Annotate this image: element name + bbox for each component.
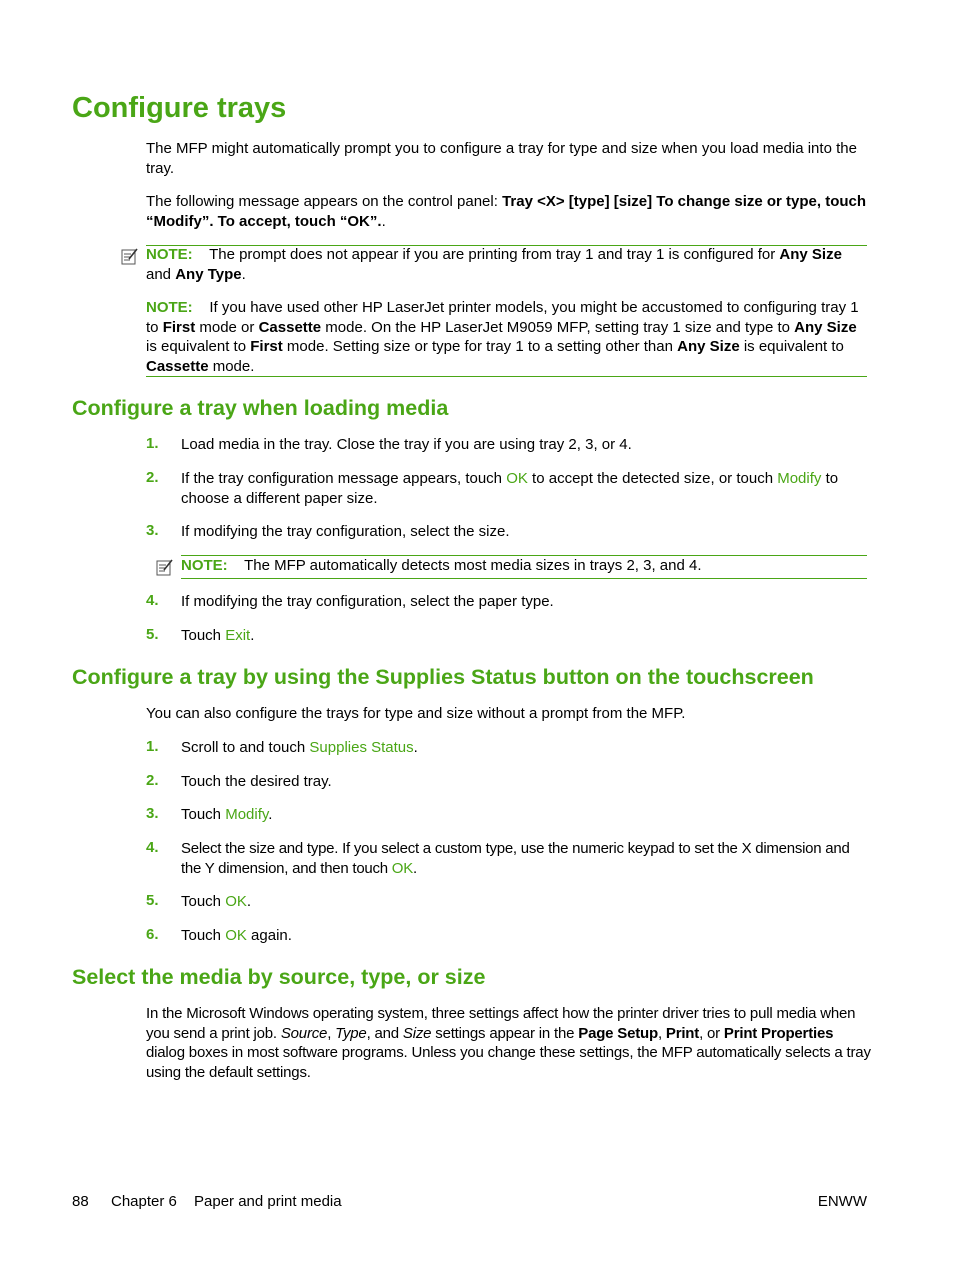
- step-text: [181, 892, 871, 912]
- step-number: 4.: [146, 592, 159, 609]
- step-text-part: .: [268, 806, 273, 823]
- step-text: [181, 926, 871, 946]
- note-2-text: mode. On the HP LaserJet M9059 MFP, setting tray 1 size and type to: [321, 318, 795, 336]
- note-bottom-rule: [181, 578, 867, 579]
- note-3-text: The MFP automatically detects most media sizes in trays 2, 3, and 4.: [244, 557, 702, 574]
- note-icon: [121, 247, 139, 265]
- step-text-part: Scroll to and touch: [181, 739, 310, 756]
- section-heading-supplies-status: Configure a tray by using the Supplies Status button on the touchscreen: [72, 665, 814, 689]
- chapter-title: Paper and print media: [194, 1193, 342, 1210]
- note-2-bold: First: [162, 318, 196, 336]
- modify-button-ref: Modify: [777, 470, 822, 487]
- setting-name: Type: [335, 1024, 367, 1042]
- note-2-bold: Any Size: [794, 318, 857, 336]
- step-number: 4.: [146, 839, 159, 856]
- note-1: [146, 245, 871, 284]
- step-number: 1.: [146, 435, 159, 452]
- intro-text-2-end: .: [381, 212, 386, 230]
- step-number: 1.: [146, 738, 159, 755]
- dialog-name: Page Setup: [578, 1024, 658, 1042]
- paragraph-text: ,: [327, 1024, 336, 1042]
- paragraph-text: settings appear in the: [431, 1024, 579, 1042]
- paragraph-text: ,: [657, 1024, 666, 1042]
- section-heading-loading-media: Configure a tray when loading media: [72, 396, 449, 420]
- note-1-bold: Any Size: [779, 246, 842, 263]
- dialog-name: Print: [665, 1024, 700, 1042]
- step-text: Load media in the tray. Close the tray if you are using tray 2, 3, or 4.: [181, 436, 632, 453]
- note-1-text: and: [146, 265, 176, 283]
- step-text-part: Touch: [181, 806, 226, 823]
- step-text: Touch the desired tray.: [181, 773, 332, 790]
- paragraph-text: , and: [366, 1024, 403, 1042]
- dialog-name: Print Properties: [723, 1024, 834, 1042]
- step-text-part: .: [412, 859, 417, 877]
- note-2: [146, 298, 871, 376]
- control-panel-message: Tray <X> [type] [size] To change size or type, touch “Modify”. To accept, touch “OK”.: [146, 193, 867, 230]
- note-2-bold: Any Size: [677, 338, 740, 355]
- step-number: 5.: [146, 892, 159, 909]
- step-text-part: Touch: [181, 627, 226, 644]
- step-text: [181, 738, 871, 758]
- note-2-bold: First: [250, 338, 283, 355]
- note-2-text: mode or: [195, 318, 259, 336]
- page-number: 88: [72, 1193, 89, 1210]
- note-2-text: is equivalent to: [739, 338, 844, 355]
- step-text: [181, 805, 871, 825]
- step-text: If modifying the tray configuration, select the paper type.: [181, 593, 554, 610]
- note-1-bold: Any Type: [175, 265, 242, 283]
- note-1-text: .: [241, 265, 246, 283]
- section3-paragraph: [146, 1004, 871, 1082]
- note-3: [181, 556, 871, 576]
- step-text: [181, 626, 871, 646]
- step-text-part: to choose a different paper size.: [181, 470, 839, 507]
- modify-button-ref: Modify: [225, 806, 269, 823]
- footer-right-label: ENWW: [817, 1193, 867, 1210]
- step-text-part: .: [413, 739, 418, 756]
- note-2-text: mode.: [208, 357, 255, 375]
- setting-name: Size: [402, 1024, 432, 1042]
- supplies-status-button-ref: Supplies Status: [309, 739, 414, 756]
- step-number: 3.: [146, 522, 159, 539]
- paragraph-text: , or: [699, 1024, 724, 1042]
- exit-button-ref: Exit: [225, 627, 251, 644]
- paragraph-text: In the Microsoft Windows operating system, three settings affect how the printer driver tries to pull media when you send a print job.: [146, 1005, 856, 1042]
- ok-button-ref: OK: [506, 470, 528, 487]
- step-text: [181, 469, 871, 508]
- note-label: NOTE:: [181, 557, 228, 574]
- step-text-part: .: [250, 627, 255, 644]
- setting-name: Source: [280, 1024, 328, 1042]
- step-number: 2.: [146, 469, 159, 486]
- note-2-bold: Cassette: [146, 357, 209, 375]
- intro-text-2: The following message appears on the control panel:: [146, 193, 503, 210]
- step-text-part: Touch: [181, 893, 226, 910]
- section-heading-select-media: Select the media by source, type, or size: [72, 965, 486, 989]
- section2-intro: You can also configure the trays for type and size without a prompt from the MFP.: [146, 705, 686, 722]
- note-label: NOTE:: [146, 299, 193, 316]
- intro-paragraph-2: [146, 192, 871, 231]
- note-bottom-rule: [146, 376, 867, 377]
- paragraph-text: dialog boxes in most software programs. Unless you change these settings, the MFP automatically selects a tray using the default settings.: [146, 1044, 871, 1081]
- page-title: Configure trays: [72, 92, 287, 124]
- step-text-part: If the tray configuration message appears, touch: [181, 470, 507, 487]
- step-text-part: Select the size and type. If you select a custom type, use the numeric keypad to set the X dimension and the Y dimension, and then touch: [181, 840, 850, 877]
- ok-button-ref: OK: [225, 927, 247, 944]
- ok-button-ref: OK: [391, 859, 413, 877]
- step-text: If modifying the tray configuration, select the size.: [181, 523, 510, 540]
- step-number: 3.: [146, 805, 159, 822]
- step-text-part: again.: [246, 927, 292, 944]
- step-text-part: to accept the detected size, or touch: [527, 470, 778, 487]
- step-number: 6.: [146, 926, 159, 943]
- chapter-number: Chapter 6: [111, 1193, 177, 1210]
- step-text: [181, 839, 871, 878]
- step-number: 2.: [146, 772, 159, 789]
- intro-paragraph-1: [146, 139, 871, 178]
- note-2-text: If you have used other HP LaserJet printer models, you might be accustomed to configuring tray 1 to: [146, 299, 859, 336]
- note-1-text: The prompt does not appear if you are printing from tray 1 and tray 1 is configured for: [209, 246, 780, 263]
- note-2-text: mode. Setting size or type for tray 1 to a setting other than: [282, 338, 678, 355]
- ok-button-ref: OK: [225, 893, 247, 910]
- intro-text-1: The MFP might automatically prompt you to configure a tray for type and size when you load media into the tray.: [146, 140, 857, 177]
- note-2-text: is equivalent to: [146, 338, 251, 355]
- note-label: NOTE:: [146, 246, 193, 263]
- note-icon: [156, 558, 174, 576]
- note-2-bold: Cassette: [258, 318, 322, 336]
- step-number: 5.: [146, 626, 159, 643]
- step-text-part: .: [246, 893, 252, 910]
- step-text-part: Touch: [181, 927, 226, 944]
